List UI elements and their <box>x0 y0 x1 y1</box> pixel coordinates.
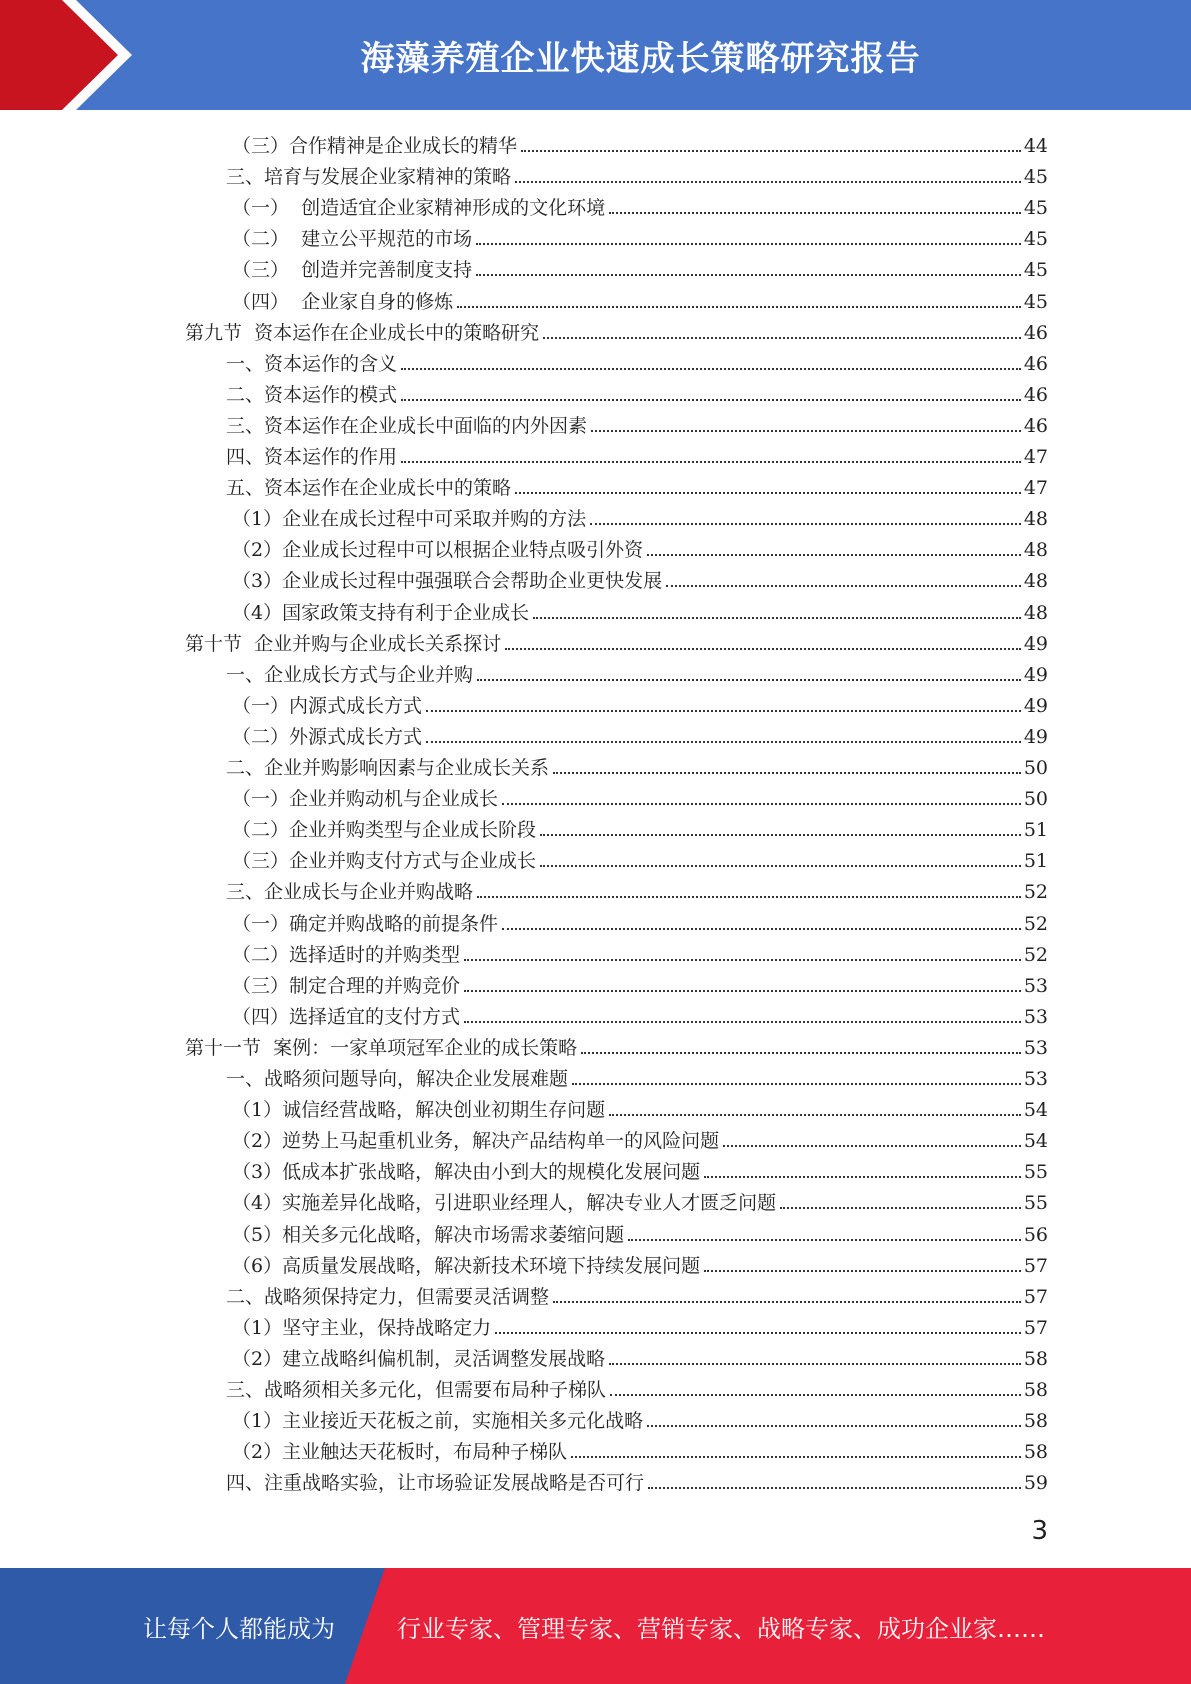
toc-entry-title: 一、资本运作的含义 <box>226 352 398 375</box>
toc-entry-title: （一）企业并购动机与企业成长 <box>232 788 499 811</box>
toc-leader-dots <box>401 398 1021 401</box>
toc-page-number: 59 <box>1023 1472 1048 1495</box>
toc-entry-title: （三）合作精神是企业成长的精华 <box>232 135 518 157</box>
toc-entry-title: （二）选择适时的并购类型 <box>232 943 461 966</box>
toc-leader-dots <box>457 305 1021 308</box>
toc-page-number: 57 <box>1023 1254 1048 1277</box>
toc-entry[interactable] <box>232 500 1048 531</box>
toc-page-number: 52 <box>1023 943 1048 966</box>
toc-entry[interactable] <box>232 1247 1048 1278</box>
toc-page-number: 49 <box>1023 725 1048 748</box>
toc-page-number: 58 <box>1023 1379 1048 1401</box>
toc-page-number: 54 <box>1023 1099 1048 1122</box>
toc-leader-dots <box>540 833 1021 836</box>
toc-entry-title: （2）逆势上马起重机业务，解决产品结构单一的风险问题 <box>232 1130 720 1153</box>
toc-page-number: 51 <box>1023 850 1048 873</box>
toc-leader-dots <box>543 336 1021 339</box>
toc-page-number: 53 <box>1023 1068 1048 1090</box>
toc-leader-dots <box>426 709 1021 712</box>
toc-leader-dots <box>401 460 1021 463</box>
toc-page-number: 45 <box>1023 228 1048 251</box>
toc-leader-dots <box>647 553 1021 556</box>
toc-entry-title: （一） 创造适宜企业家精神形成的文化环境 <box>232 197 606 220</box>
toc-entry[interactable] <box>185 625 1048 656</box>
page-header <box>0 0 1191 110</box>
toc-page-number: 50 <box>1023 788 1048 811</box>
toc-entry[interactable] <box>232 842 1048 873</box>
toc-entry[interactable] <box>232 967 1048 998</box>
toc-entry[interactable] <box>232 718 1048 749</box>
toc-leader-dots <box>426 740 1021 743</box>
toc-page-number: 56 <box>1023 1223 1048 1246</box>
toc-leader-dots <box>648 1486 1021 1489</box>
toc-entry[interactable] <box>232 1402 1048 1433</box>
toc-leader-dots <box>476 273 1021 276</box>
toc-entry-title: 一、战略须问题导向，解决企业发展难题 <box>226 1068 569 1090</box>
toc-page-number: 55 <box>1023 1192 1048 1215</box>
toc-entry-title: 三、培育与发展企业家精神的策略 <box>226 166 512 189</box>
toc-leader-dots <box>401 367 1021 370</box>
toc-entry[interactable] <box>232 905 1048 936</box>
toc-entry[interactable] <box>226 1464 1048 1495</box>
toc-page-number: 53 <box>1023 1005 1048 1028</box>
toc-entry-title: （1）主业接近天花板之前，实施相关多元化战略 <box>232 1410 644 1433</box>
toc-entry-title: 四、资本运作的作用 <box>226 446 398 468</box>
toc-leader-dots <box>581 1051 1021 1054</box>
toc-entry[interactable] <box>226 1278 1048 1309</box>
toc-page-number: 51 <box>1023 819 1048 842</box>
toc-entry[interactable] <box>232 562 1048 593</box>
toc-entry-title: 二、资本运作的模式 <box>226 383 398 406</box>
toc-entry[interactable] <box>226 158 1048 189</box>
toc-page-number: 49 <box>1023 632 1048 655</box>
toc-leader-dots <box>505 647 1021 650</box>
toc-page-number: 53 <box>1023 1036 1048 1059</box>
toc-entry[interactable] <box>232 251 1048 282</box>
toc-entry-title: 第十一节 案例：一家单项冠军企业的成长策略 <box>185 1036 578 1059</box>
toc-leader-dots <box>515 180 1021 183</box>
toc-leader-dots <box>553 1300 1021 1303</box>
toc-entry-title: （二） 建立公平规范的市场 <box>232 228 473 251</box>
toc-page-number: 50 <box>1023 757 1048 779</box>
toc-page-number: 54 <box>1023 1130 1048 1153</box>
toc-entry-title: （3）低成本扩张战略，解决由小到大的规模化发展问题 <box>232 1161 701 1184</box>
toc-entry[interactable] <box>185 1029 1048 1060</box>
toc-leader-dots <box>477 895 1021 898</box>
toc-entry[interactable] <box>232 1340 1048 1371</box>
toc-leader-dots <box>553 771 1021 774</box>
toc-page-number: 46 <box>1023 352 1048 375</box>
toc-entry-title: 二、企业并购影响因素与企业成长关系 <box>226 757 550 779</box>
toc-page-number: 47 <box>1023 446 1048 468</box>
toc-page-number: 58 <box>1023 1441 1048 1464</box>
footer-slogan-left: 让每个人都能成为 <box>143 1614 335 1643</box>
toc-page-number: 45 <box>1023 290 1048 313</box>
toc-entry-title: （3）企业成长过程中强强联合会帮助企业更快发展 <box>232 570 663 593</box>
toc-entry-title: （5）相关多元化战略，解决市场需求萎缩问题 <box>232 1223 625 1246</box>
toc-entry-title: （四）选择适宜的支付方式 <box>232 1005 461 1028</box>
toc-entry[interactable] <box>226 749 1048 780</box>
toc-leader-dots <box>704 1269 1021 1272</box>
toc-leader-dots <box>590 522 1021 525</box>
toc-page-number: 48 <box>1023 508 1048 531</box>
toc-page-number: 52 <box>1023 881 1048 904</box>
toc-entry[interactable] <box>185 314 1048 345</box>
toc-leader-dots <box>464 958 1021 961</box>
toc-entry-title: 第九节 资本运作在企业成长中的策略研究 <box>185 321 540 344</box>
toc-leader-dots <box>780 1206 1021 1209</box>
toc-leader-dots <box>502 927 1021 930</box>
toc-page-number: 45 <box>1023 259 1048 282</box>
toc-entry[interactable] <box>232 531 1048 562</box>
toc-entry[interactable] <box>232 189 1048 220</box>
toc-entry[interactable] <box>232 1091 1048 1122</box>
toc-entry-title: （二）企业并购类型与企业成长阶段 <box>232 819 537 842</box>
toc-entry[interactable] <box>232 780 1048 811</box>
toc-leader-dots <box>628 1238 1021 1241</box>
toc-leader-dots <box>521 149 1021 152</box>
toc-entry[interactable] <box>232 283 1048 314</box>
toc-leader-dots <box>591 429 1021 432</box>
toc-entry[interactable] <box>226 376 1048 407</box>
toc-entry[interactable] <box>232 1153 1048 1184</box>
header-arrow-decoration <box>0 0 150 110</box>
toc-leader-dots <box>609 1113 1021 1116</box>
toc-entry-title: （三）制定合理的并购竞价 <box>232 974 461 997</box>
toc-leader-dots <box>666 584 1021 587</box>
toc-entry-title: （二）外源式成长方式 <box>232 725 423 748</box>
toc-page-number: 58 <box>1023 1410 1048 1433</box>
toc-page-number: 45 <box>1023 166 1048 189</box>
toc-entry[interactable] <box>232 1184 1048 1215</box>
toc-page-number: 46 <box>1023 321 1048 344</box>
toc-leader-dots <box>464 1020 1021 1023</box>
toc-entry[interactable] <box>226 873 1048 904</box>
toc-entry-title: 第十节 企业并购与企业成长关系探讨 <box>185 632 502 655</box>
toc-entry[interactable] <box>232 998 1048 1029</box>
toc-entry-title: （6）高质量发展战略，解决新技术环境下持续发展问题 <box>232 1254 701 1277</box>
toc-page-number: 55 <box>1023 1161 1048 1184</box>
toc-entry-title: 三、资本运作在企业成长中面临的内外因素 <box>226 414 588 437</box>
toc-entry[interactable] <box>232 1216 1048 1247</box>
toc-entry-title: （一）确定并购战略的前提条件 <box>232 912 499 935</box>
toc-entry-title: （三） 创造并完善制度支持 <box>232 259 473 282</box>
toc-entry-title: （四） 企业家自身的修炼 <box>232 290 454 313</box>
toc-page-number: 49 <box>1023 694 1048 717</box>
toc-leader-dots <box>477 678 1021 681</box>
toc-entry[interactable] <box>226 438 1048 469</box>
toc-page-number: 45 <box>1023 197 1048 220</box>
toc-leader-dots <box>464 989 1021 992</box>
toc-page-number: 57 <box>1023 1285 1048 1308</box>
toc-leader-dots <box>502 802 1021 805</box>
toc-page-number: 46 <box>1023 383 1048 406</box>
toc-entry-title: （三）企业并购支付方式与企业成长 <box>232 850 537 873</box>
toc-leader-dots <box>571 1455 1021 1458</box>
toc-leader-dots <box>533 616 1021 619</box>
toc-leader-dots <box>515 491 1021 494</box>
toc-entry[interactable] <box>232 811 1048 842</box>
toc-page-number: 52 <box>1023 912 1048 935</box>
toc-entry[interactable] <box>232 1433 1048 1464</box>
toc-entry-title: （2）企业成长过程中可以根据企业特点吸引外资 <box>232 539 644 562</box>
page-footer <box>0 1568 1191 1684</box>
toc-page-number: 49 <box>1023 663 1048 686</box>
toc-entry[interactable] <box>232 936 1048 967</box>
toc-entry-title: （1）企业在成长过程中可采取并购的方法 <box>232 508 587 531</box>
toc-leader-dots <box>647 1424 1021 1427</box>
toc-leader-dots <box>495 1331 1021 1334</box>
toc-entry-title: （4）国家政策支持有利于企业成长 <box>232 601 530 624</box>
toc-entry[interactable] <box>226 407 1048 438</box>
toc-page-number: 47 <box>1023 477 1048 500</box>
toc-entry-title: 三、战略须相关多元化，但需要布局种子梯队 <box>226 1379 607 1401</box>
toc-entry[interactable] <box>226 656 1048 687</box>
toc-entry-title: （2）主业触达天花板时，布局种子梯队 <box>232 1441 568 1464</box>
toc-leader-dots <box>476 242 1021 245</box>
toc-entry-title: （4）实施差异化战略，引进职业经理人，解决专业人才匮乏问题 <box>232 1192 777 1215</box>
toc-leader-dots <box>704 1175 1021 1178</box>
toc-entry[interactable] <box>232 1122 1048 1153</box>
toc-page-number: 53 <box>1023 974 1048 997</box>
toc-entry-title: 二、战略须保持定力，但需要灵活调整 <box>226 1285 550 1308</box>
toc-entry[interactable] <box>232 594 1048 625</box>
toc-leader-dots <box>610 1393 1021 1396</box>
toc-page-number: 44 <box>1023 135 1048 157</box>
toc-entry-title: 三、企业成长与企业并购战略 <box>226 881 474 904</box>
toc-entry-title: 一、企业成长方式与企业并购 <box>226 663 474 686</box>
toc-leader-dots <box>540 864 1021 867</box>
toc-entry[interactable] <box>226 469 1048 500</box>
toc-leader-dots <box>609 211 1021 214</box>
toc-page-number: 46 <box>1023 414 1048 437</box>
toc-entry-title: （1）坚守主业，保持战略定力 <box>232 1316 492 1339</box>
report-title: 海藻养殖企业快速成长策略研究报告 <box>360 38 921 79</box>
footer-slogan-right: 行业专家、管理专家、营销专家、战略专家、成功企业家…… <box>397 1614 1045 1643</box>
toc-entry-title: （1）诚信经营战略，解决创业初期生存问题 <box>232 1099 606 1122</box>
toc-entry[interactable] <box>232 220 1048 251</box>
toc-page-number: 48 <box>1023 570 1048 593</box>
toc-entry[interactable] <box>226 345 1048 376</box>
toc-page-number: 57 <box>1023 1316 1048 1339</box>
toc-page-number: 48 <box>1023 601 1048 624</box>
toc-entry-title: 四、注重战略实验，让市场验证发展战略是否可行 <box>226 1472 645 1495</box>
toc-leader-dots <box>572 1082 1021 1085</box>
toc-entry[interactable] <box>226 1371 1048 1402</box>
toc-page-number: 48 <box>1023 539 1048 562</box>
toc-leader-dots <box>609 1362 1021 1365</box>
toc-entry[interactable] <box>232 1309 1048 1340</box>
toc-entry[interactable] <box>226 1060 1048 1091</box>
toc-leader-dots <box>723 1144 1021 1147</box>
page-number: 3 <box>1031 1516 1048 1546</box>
toc-page-number: 58 <box>1023 1347 1048 1370</box>
toc-entry-title: （一）内源式成长方式 <box>232 694 423 717</box>
toc-entry[interactable] <box>232 687 1048 718</box>
toc-entry[interactable] <box>232 127 1048 158</box>
toc-entry-title: 五、资本运作在企业成长中的策略 <box>226 477 512 500</box>
toc-entry-title: （2）建立战略纠偏机制，灵活调整发展战略 <box>232 1347 606 1370</box>
